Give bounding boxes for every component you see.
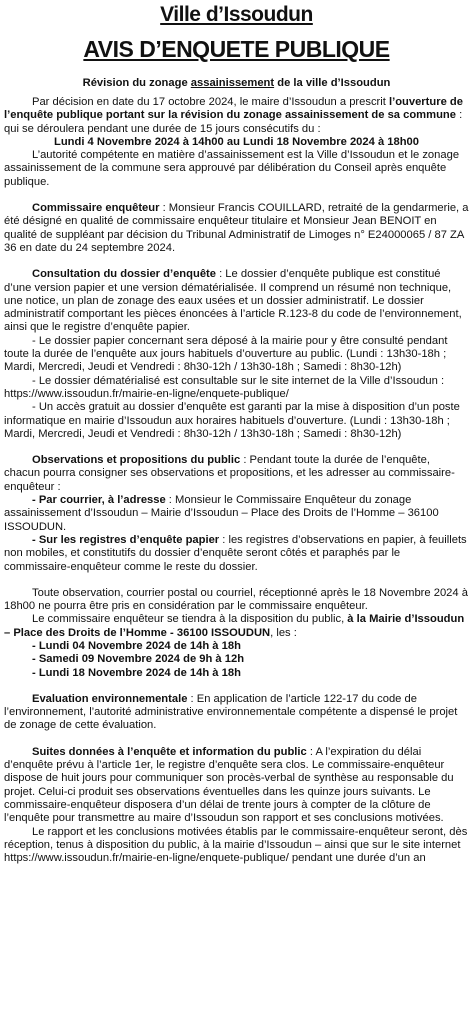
report-paragraph: Le rapport et les conclusions motivées établis par le commissaire-enquêteur seront, dès réception, tenus à disposition du public, à la mairie d’Issoudun – ainsi que sur le site internet https://www.issoudun.fr/mairie-en-ligne/enquete-publique/ pendant une durée d’un an (4, 825, 468, 865)
enquiry-dates: Lundi 4 Novembre 2024 à 14h00 au Lundi 18 Novembre 2024 à 18h00 (54, 135, 419, 148)
consultation-item-terminal: - Un accès gratuit au dossier d’enquête est garanti par la mise à disposition d’un poste informatique en mairie d’Issoudun aux horaires habituels d’ouverture. (Lundi : 13h30-18h ; Mardi, Mercredi, Jeudi et Vendredi : 8h30-12h / 13h30-18h ; Samedi : 8h30-12h) (4, 401, 460, 440)
suites-section: Suites données à l’enquête et information du public : A l’expiration du délai d’enquête prévu à l’article 1er, le registre d’enquête sera clos. Le commissaire-enquêteur dispose de huit jours pour communiquer son procès-verbal de synthèse au responsable du projet. Celui-ci produit ses observations éventuelles dans les quinze jours suivants. Le commissaire-enquêteur disposera d’un délai de trente jours à compter de la clôture de l’enquête pour transmettre au maire d’Issoudun son rapport et ses conclusions motivées. (4, 745, 454, 825)
intro-paragraph: Par décision en date du 17 octobre 2024, le maire d’Issoudun a prescrit l’ouverture de l’enquête publique portant sur la révision du zonage assainissement de sa commune : qui se déroulera pendant une durée de 15 jours consécutifs du : (4, 96, 463, 135)
town-heading: Ville d’Issoudun (160, 3, 313, 26)
observations-item-registers: - Sur les registres d’enquête papier : les registres d’observations en papier, à feuillets non mobiles, et constitutifs du dossier d’enquête seront côtés et paraphés par le commissaire-enquêteur comme le reste du dossier. (4, 533, 467, 573)
notice-subtitle: Révision du zonage assainissement de la ville d’Issoudun (82, 77, 391, 89)
permanence-date: - Samedi 09 Novembre 2024 de 9h à 12h (32, 653, 245, 666)
consultation-item-paper: - Le dossier papier concernant sera déposé à la mairie pour y être consulté pendant toute la durée de l’enquête aux jours habituels d’ouverture au public. (Lundi : 13h30-18h ; Mardi, Mercredi, Jeudi et Vendredi : 8h30-12h / 13h30-18h ; Samedi : 8h30-12h) (4, 334, 448, 374)
evaluation-section: Evaluation environnementale : En application de l’article 122-17 du code de l’environnement, l’autorité administrative environnementale compétente a dispensé le projet de zonage de cette évaluation. (4, 692, 458, 732)
commissaire-section: Commissaire enquêteur : Monsieur Francis COUILLARD, retraité de la gendarmerie, a été désigné en qualité de commissaire enquêteur titulaire et Monsieur Jean BENOIT en qualité de suppléant par décision du Tribunal Administratif de Limoges n° E24000065 / 87 ZA 36 en date du 24 septembre 2024. (4, 202, 469, 254)
notice-body (0, 96, 473, 865)
deadline-paragraph: Toute observation, courrier postal ou courriel, réceptionné après le 18 Novembre 2024 à 18h00 ne pourra être pris en considération par le commissaire enquêteur. (4, 586, 468, 613)
consultation-section: Consultation du dossier d’enquête : Le dossier d’enquête publique est constitué d’une version papier et une version dématérialisée. Il comprend un résumé non technique, une notice, un plan de zonage des eaux usées et un dossier administratif. Le dossier administratif comportant les pièces énoncées à l’article R.123-8 du code de l’environnement, ainsi que le registre d’enquête papier. (4, 268, 462, 334)
permanence-date: - Lundi 04 Novembre 2024 de 14h à 18h (32, 639, 241, 652)
permanence-date: - Lundi 18 Novembre 2024 de 14h à 18h (32, 666, 241, 679)
observations-section: Observations et propositions du public : Pendant toute la durée de l’enquête, chacun pourra consigner ses observations et propositions, et les adresser au commissaire-enquêteur : (4, 454, 455, 493)
notice-title: AVIS D’ENQUETE PUBLIQUE (83, 36, 390, 62)
consultation-item-online: - Le dossier dématérialisé est consultable sur le site internet de la Ville d’Issoudun : https://www.issoudun.fr/mairie-en-ligne/enquete-publique/ (4, 374, 445, 400)
observations-item-mail: - Par courrier, à l’adresse : Monsieur le Commissaire Enquêteur du zonage assainissement d’Issoudun – Mairie d’Issoudun – Place des Droits de l’Homme – 36100 ISSOUDUN. (4, 494, 439, 533)
permanences-paragraph: Le commissaire enquêteur se tiendra à la disposition du public, à la Mairie d’Issoudun – Place des Droits de l’Homme - 36100 ISSOUDUN, les : (4, 613, 465, 639)
notice-page (0, 3, 473, 1022)
authority-paragraph: L’autorité compétente en matière d’assainissement est la Ville d’Issoudun et le zonage assainissement de la commune sera approuvé par délibération du Conseil après enquête publique. (4, 149, 460, 188)
